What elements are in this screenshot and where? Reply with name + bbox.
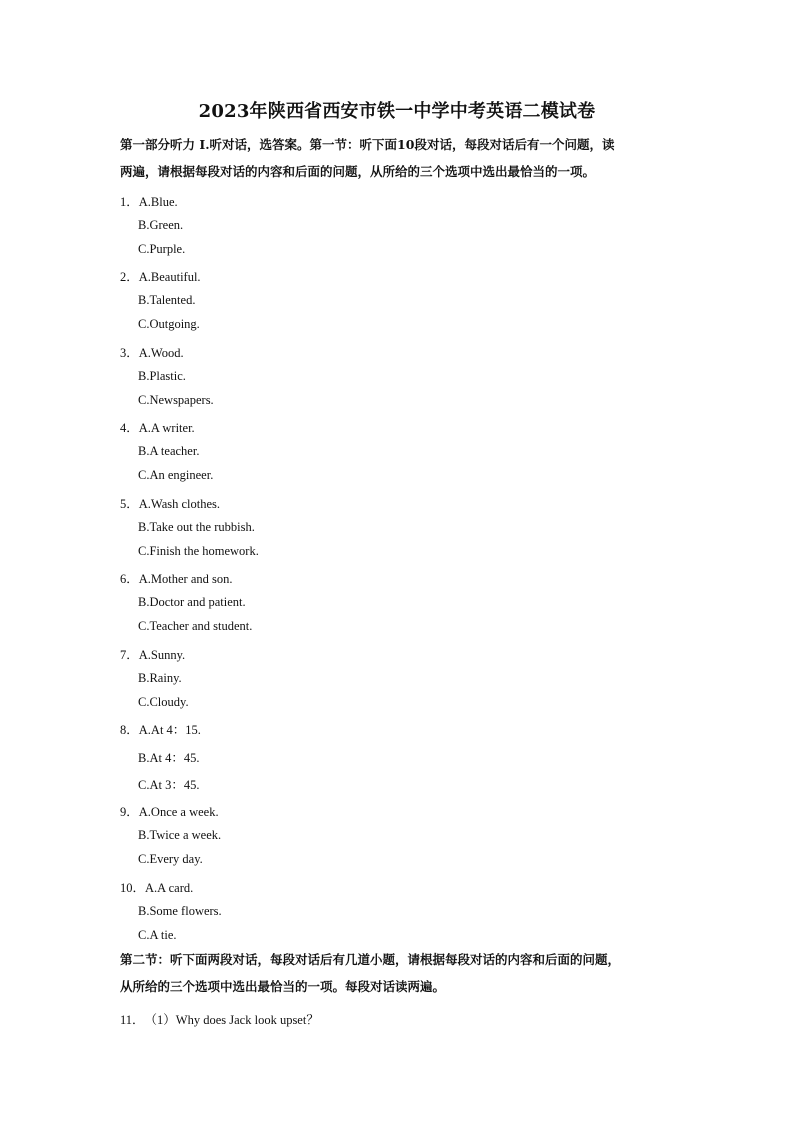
question-4 <box>120 418 195 436</box>
question-number: 11． <box>120 1013 145 1027</box>
question-6 <box>120 569 233 587</box>
option-b: B.Plastic. <box>138 369 186 383</box>
question-7 <box>120 645 185 663</box>
option-c: C.Finish the homework. <box>138 544 259 558</box>
option-c: C.Outgoing. <box>138 317 200 331</box>
option-c: C.Newspapers. <box>138 393 214 407</box>
section2-intro-line1: 第二节：听下面两段对话，每段对话后有几道小题，请根据每段对话的内容和后面的问题， <box>120 952 621 967</box>
question-number: 10． <box>120 881 146 895</box>
question-9 <box>120 802 219 820</box>
option-c: C.Purple. <box>138 242 186 256</box>
option-c: C.Cloudy. <box>138 695 189 709</box>
question-5 <box>120 494 220 512</box>
option-a: A.At 4：15. <box>138 723 201 737</box>
question-number: 3． <box>120 346 139 360</box>
question-2 <box>120 267 201 285</box>
option-b: B.Take out the rubbish. <box>138 520 255 534</box>
option-a: A.Wood. <box>138 346 184 360</box>
section1-intro-line1: 第一部分听力 I.听对话，选答案。第一节：听下面10段对话，每段对话后有一个问题，读 <box>120 137 615 152</box>
option-b: B.Talented. <box>138 293 196 307</box>
option-c: C.Every day. <box>138 852 203 866</box>
option-b: B.Twice a week. <box>138 828 222 842</box>
option-c: C.At 3：45. <box>138 778 200 792</box>
option-a: A.A writer. <box>138 421 195 435</box>
option-a: A.Mother and son. <box>138 572 233 586</box>
question-number: 6． <box>120 572 139 586</box>
question-number: 1． <box>120 195 139 209</box>
question-1 <box>120 192 178 210</box>
option-b: B.Some flowers. <box>138 904 222 918</box>
option-c: C.An engineer. <box>138 468 214 482</box>
option-b: B.A teacher. <box>138 444 200 458</box>
question-11-text: （1）Why does Jack look upset？ <box>144 1013 319 1027</box>
option-b: B.Green. <box>138 218 184 232</box>
question-8 <box>120 720 201 738</box>
option-a: A.Beautiful. <box>138 270 201 284</box>
question-number: 8． <box>120 723 139 737</box>
option-a: A.Sunny. <box>138 648 186 662</box>
page-title: 2023年陕西省西安市铁一中学中考英语二模试卷 <box>198 101 596 122</box>
section2-intro-line2: 从所给的三个选项中选出最恰当的一项。每段对话读两遍。 <box>120 979 446 994</box>
question-number: 7． <box>120 648 139 662</box>
question-number: 5． <box>120 497 139 511</box>
question-3 <box>120 343 184 361</box>
option-c: C.A tie. <box>138 928 177 942</box>
option-b: B.At 4：45. <box>138 751 200 765</box>
section1-intro-line2: 两遍，请根据每段对话的内容和后面的问题，从所给的三个选项中选出最恰当的一项。 <box>120 164 596 179</box>
option-a: A.Wash clothes. <box>138 497 221 511</box>
question-11 <box>120 1010 319 1028</box>
question-10 <box>120 878 193 896</box>
option-a: A.A card. <box>145 881 194 895</box>
question-number: 4． <box>120 421 139 435</box>
option-a: A.Blue. <box>138 195 178 209</box>
option-c: C.Teacher and student. <box>138 619 253 633</box>
option-b: B.Doctor and patient. <box>138 595 246 609</box>
option-b: B.Rainy. <box>138 671 182 685</box>
question-number: 2． <box>120 270 139 284</box>
option-a: A.Once a week. <box>138 805 219 819</box>
question-number: 9． <box>120 805 139 819</box>
